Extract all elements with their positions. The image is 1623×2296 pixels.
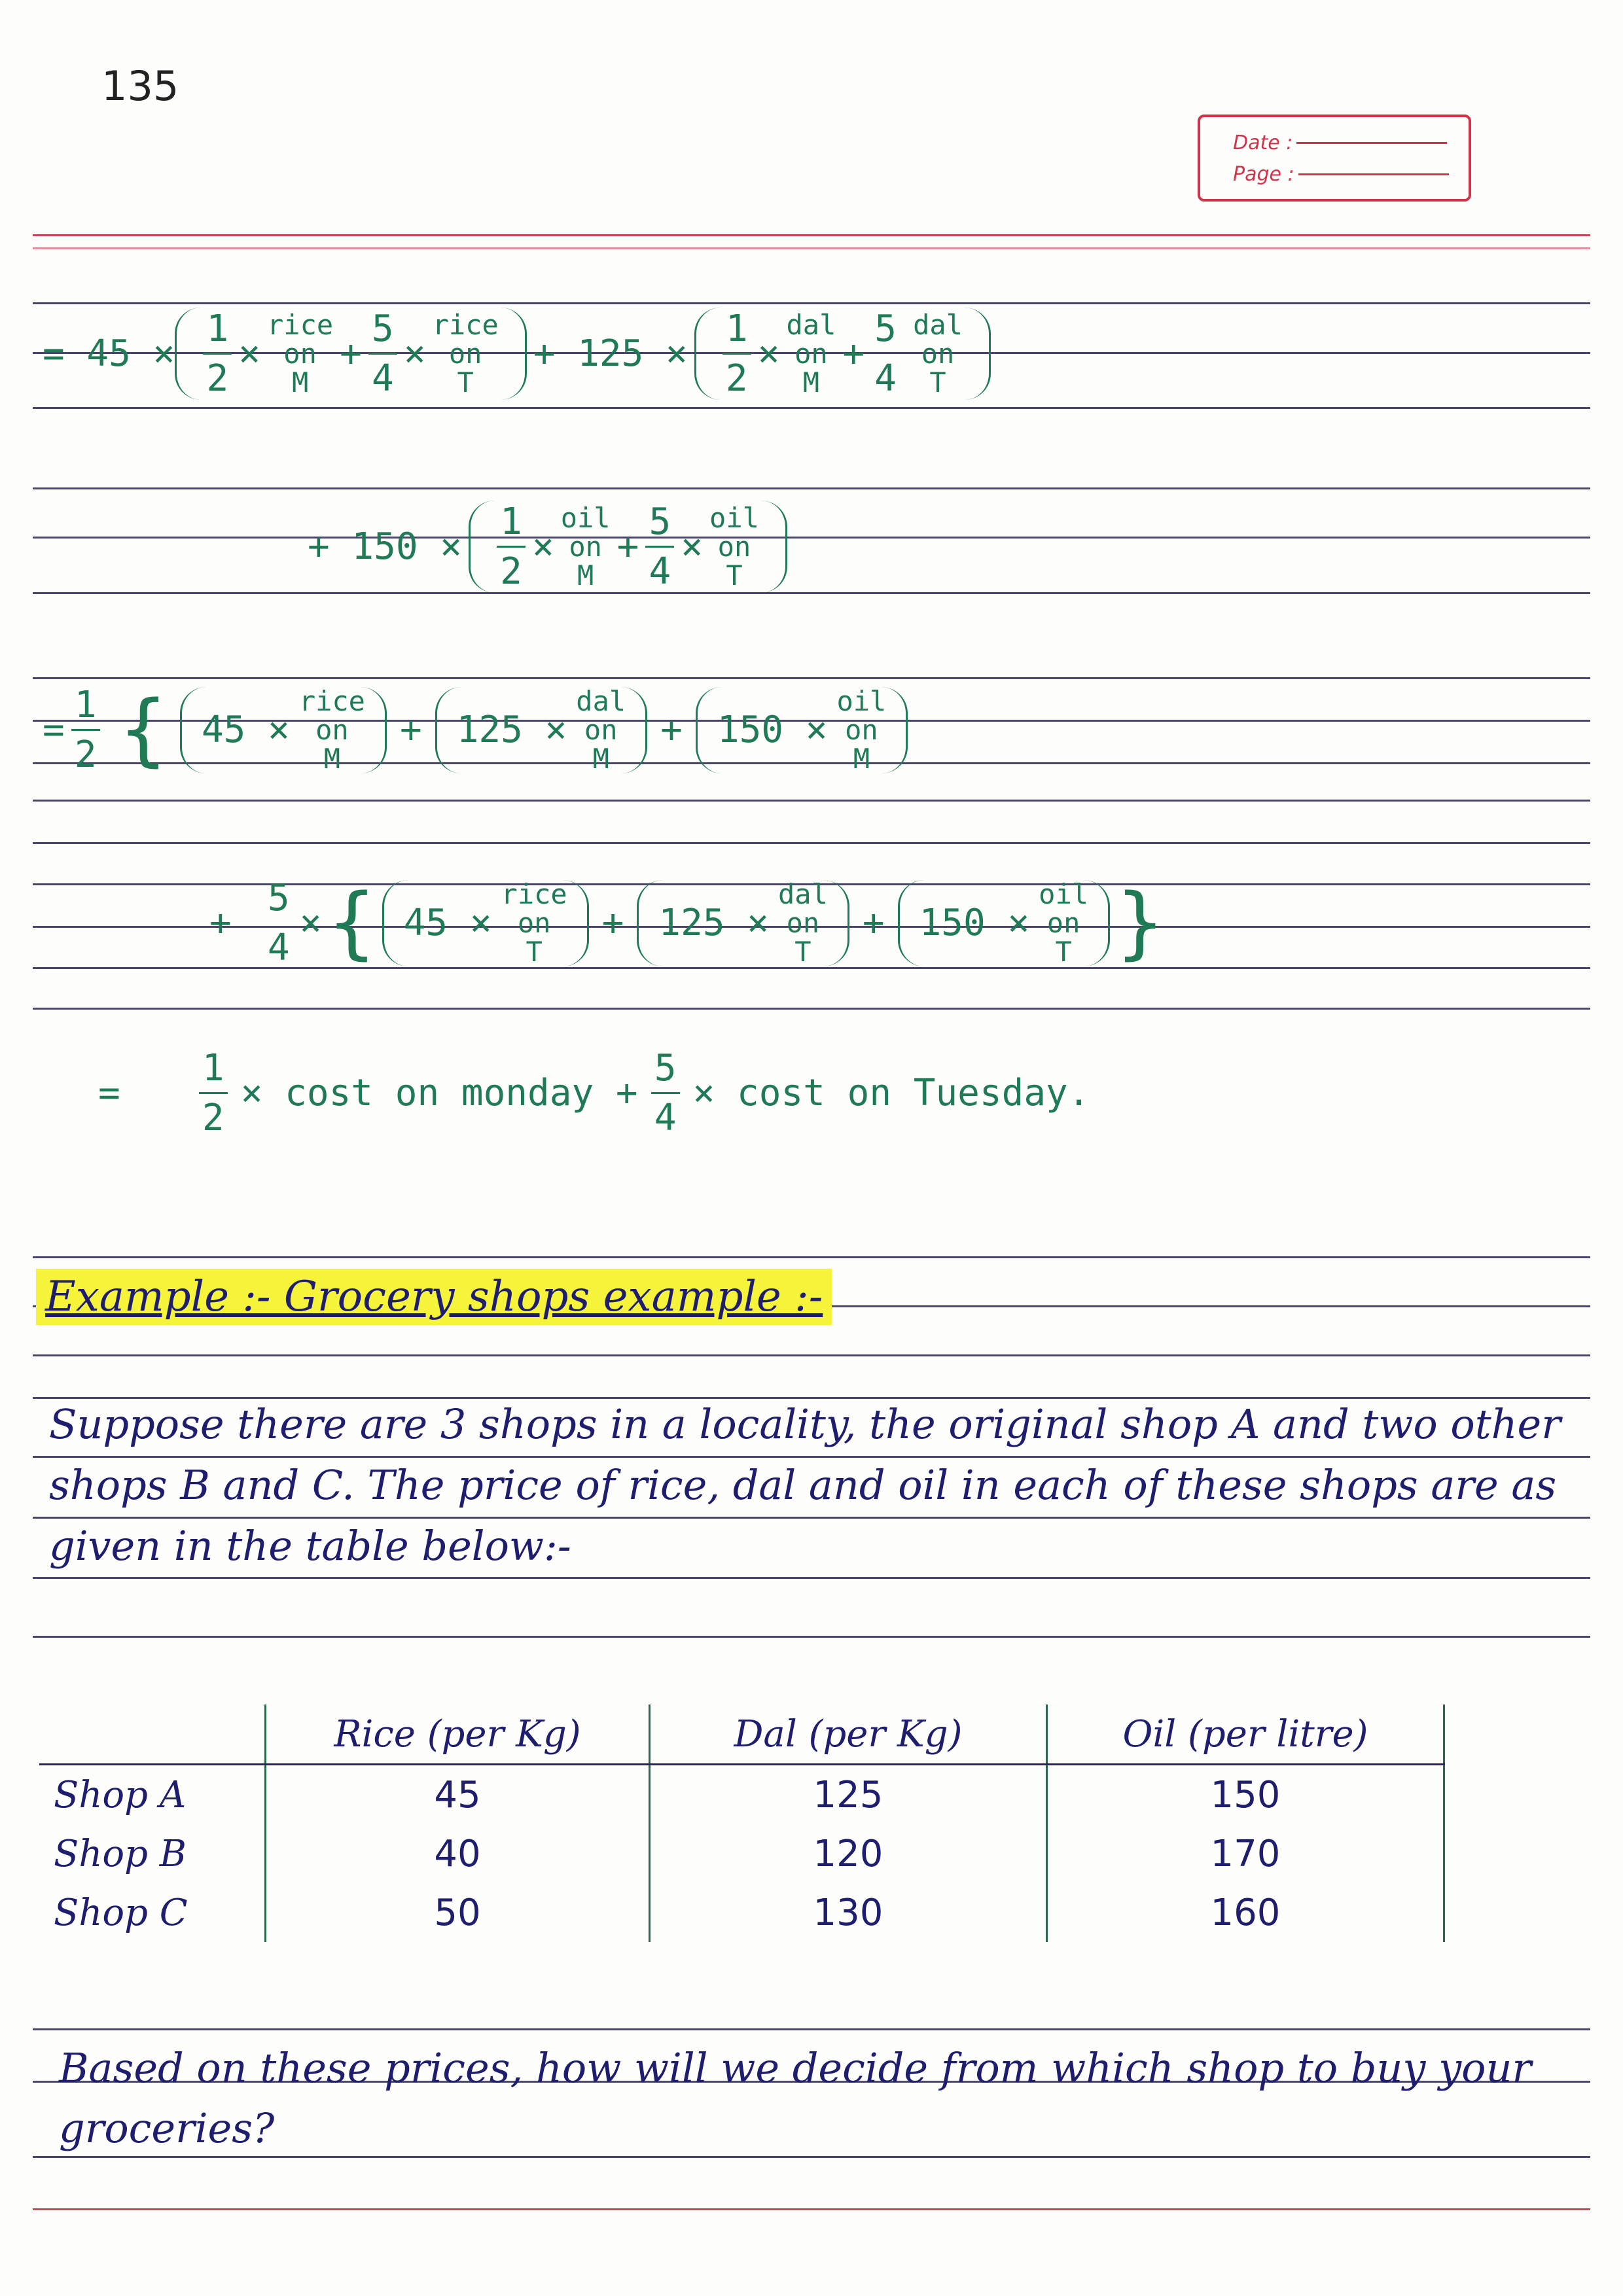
date-field bbox=[1233, 132, 1447, 154]
dal-price: 125 bbox=[650, 1765, 1047, 1825]
page-label: Page : bbox=[1233, 163, 1294, 186]
dal-on-tuesday: dal on T bbox=[913, 308, 963, 398]
table-header-blank bbox=[39, 1704, 266, 1765]
table-header-oil: Oil (per litre) bbox=[1047, 1704, 1444, 1765]
fraction: $\frac{5}{4}$ bbox=[651, 1047, 680, 1139]
ruled-line bbox=[33, 487, 1590, 489]
ruled-line bbox=[33, 1256, 1590, 1258]
oil-price: 160 bbox=[1047, 1883, 1444, 1942]
rice-on-tuesday: rice on T bbox=[432, 308, 499, 398]
rice-price: 40 bbox=[266, 1824, 650, 1883]
group-rice-tuesday: 45 × rice on T bbox=[382, 880, 589, 966]
ruled-line bbox=[33, 2028, 1590, 2030]
table-header-rice: Rice (per Kg) bbox=[266, 1704, 650, 1765]
eq1-mid: + 125 × bbox=[533, 332, 688, 375]
open-brace: { bbox=[328, 877, 376, 968]
equation-line-3: = $\frac{1}{2}$ { 45 × rice on M + 125 × dal on M + 150 × oil on M bbox=[43, 684, 908, 776]
ruled-line bbox=[33, 1008, 1590, 1010]
date-label: Date : bbox=[1233, 132, 1293, 154]
example-paragraph: Suppose there are 3 shops in a locality, the original shop A and two other shops B and C. The price of rice, dal and oil in each of these shops are as given in the table below:- bbox=[49, 1400, 1561, 1570]
table-header-dal: Dal (per Kg) bbox=[650, 1704, 1047, 1765]
ruled-line bbox=[33, 1577, 1590, 1579]
ruled-line bbox=[33, 1354, 1590, 1356]
ruled-line bbox=[33, 592, 1590, 594]
fraction: 5 4 bbox=[874, 308, 897, 400]
oil-price: 170 bbox=[1047, 1824, 1444, 1883]
equation-line-1 bbox=[43, 308, 991, 400]
eq1-prefix: = 45 × bbox=[43, 332, 175, 375]
shop-name: Shop B bbox=[54, 1832, 187, 1875]
shop-name: Shop C bbox=[54, 1891, 188, 1934]
shop-name: Shop A bbox=[54, 1773, 187, 1816]
ruled-line bbox=[33, 800, 1590, 802]
dal-on-monday: dal on M bbox=[786, 308, 836, 398]
ruled-line bbox=[33, 407, 1590, 409]
eq1-paren-dal: $\frac{1}{2}$ × dal on M + 5 4 dal on T bbox=[694, 308, 991, 400]
fraction: 5 4 bbox=[267, 877, 290, 969]
eq2-paren-oil: $\frac{1}{2}$ × oil on M + $\frac{5}{4}$ × oil on T bbox=[469, 501, 787, 593]
example-heading bbox=[36, 1273, 832, 1321]
oil-on-monday: oil on M bbox=[560, 501, 611, 592]
page-field bbox=[1233, 163, 1449, 186]
close-brace: } bbox=[1116, 877, 1164, 968]
oil-price: 150 bbox=[1047, 1765, 1444, 1825]
eq2-prefix: + 150 × bbox=[308, 525, 463, 568]
fraction: $\frac{1}{2}$ bbox=[203, 308, 232, 400]
fraction: $\frac{1}{2}$ bbox=[199, 1047, 228, 1139]
date-line bbox=[1296, 142, 1447, 144]
equation-line-5: = $\frac{1}{2}$ × cost on monday + $\frac{5}{4}$ × cost on Tuesday. bbox=[98, 1047, 1090, 1139]
page-number: 135 bbox=[101, 62, 179, 110]
rice-price: 45 bbox=[266, 1765, 650, 1825]
table-row bbox=[39, 1883, 1444, 1942]
fraction: $\frac{5}{4}$ bbox=[645, 501, 674, 593]
table-row bbox=[39, 1765, 1444, 1825]
fraction: $\frac{5}{4}$ bbox=[368, 308, 397, 400]
group-dal-monday: 125 × dal on M bbox=[435, 687, 647, 773]
example-heading-text: Example :- Grocery shops example :- bbox=[36, 1269, 832, 1325]
rice-on-monday: rice on M bbox=[267, 308, 334, 398]
ruled-line bbox=[33, 842, 1590, 844]
date-page-stamp bbox=[1198, 115, 1471, 202]
ruled-line bbox=[33, 677, 1590, 679]
dal-price: 130 bbox=[650, 1883, 1047, 1942]
page-line bbox=[1298, 173, 1449, 175]
fraction: $\frac{1}{2}$ bbox=[722, 308, 751, 400]
open-brace: { bbox=[119, 684, 167, 775]
fraction: $\frac{1}{2}$ bbox=[71, 684, 100, 776]
group-dal-tuesday: 125 × dal on T bbox=[637, 880, 849, 966]
table-row bbox=[39, 1824, 1444, 1883]
group-oil-tuesday: 150 × oil on T bbox=[898, 880, 1110, 966]
eq1-paren-rice: $\frac{1}{2}$ × rice on M + $\frac{5}{4}$ × rice on T bbox=[175, 308, 526, 400]
page-header-rule-top bbox=[33, 234, 1590, 236]
ruled-line bbox=[33, 302, 1590, 304]
dal-price: 120 bbox=[650, 1824, 1047, 1883]
ruled-line-bottom bbox=[33, 2208, 1590, 2210]
oil-on-tuesday: oil on T bbox=[709, 501, 759, 592]
fraction: $\frac{1}{2}$ bbox=[497, 501, 526, 593]
ruled-line bbox=[33, 537, 1590, 539]
equation-line-4: + 5 4 × { 45 × rice on T + 125 × dal on T + 150 × oil on T } bbox=[209, 877, 1164, 969]
group-rice-monday: 45 × rice on M bbox=[180, 687, 387, 773]
rice-price: 50 bbox=[266, 1883, 650, 1942]
example-question: Based on these prices, how will we decide from which shop to buy your groceries? bbox=[59, 2044, 1532, 2152]
ruled-line bbox=[33, 1636, 1590, 1638]
group-oil-monday: 150 × oil on M bbox=[696, 687, 908, 773]
price-table bbox=[39, 1704, 1445, 1942]
equation-line-2 bbox=[308, 501, 787, 593]
table-header-row bbox=[39, 1704, 1444, 1765]
page-header-rule-bottom bbox=[33, 247, 1590, 249]
